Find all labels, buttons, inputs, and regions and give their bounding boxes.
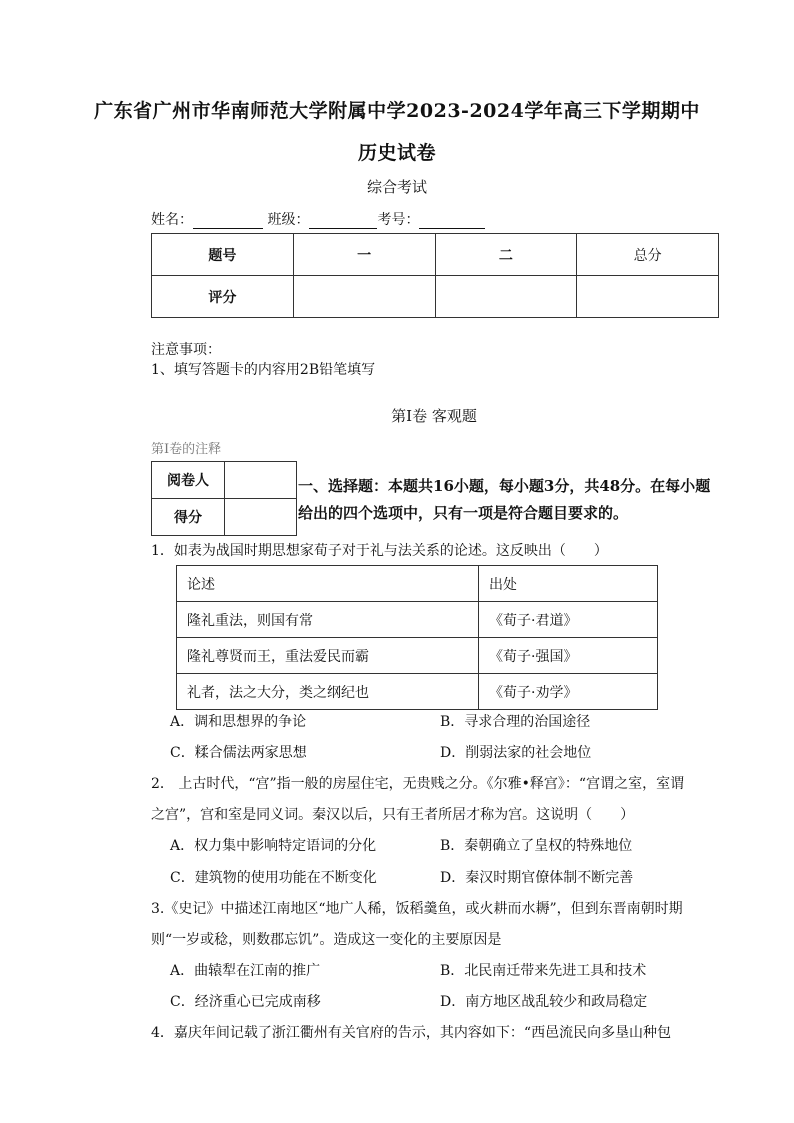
- q2-option-b[interactable]: B．秦朝确立了皇权的特殊地位: [440, 838, 633, 854]
- q1-table-header: 出处: [479, 566, 658, 602]
- grader-score-cell[interactable]: [225, 499, 297, 536]
- class-blank[interactable]: [309, 214, 377, 229]
- score-header-cell: 二: [435, 234, 577, 276]
- q1-option-b[interactable]: B．寻求合理的治国途径: [440, 714, 591, 730]
- q1-table: [176, 565, 658, 710]
- q1-table-cell: 《荀子·君道》: [479, 602, 658, 638]
- q1-option-c[interactable]: C．糅合儒法两家思想: [170, 745, 307, 761]
- id-blank[interactable]: [419, 214, 485, 229]
- exam-type: 综合考试: [366, 178, 427, 196]
- score-table: [151, 233, 719, 318]
- score-table-score-row: [152, 276, 719, 318]
- q1-option-a[interactable]: A．调和思想界的争论: [170, 714, 307, 730]
- student-info-line: [151, 209, 485, 229]
- grader-table: [151, 461, 297, 536]
- q1-table-cell: 礼者，法之大分，类之纲纪也: [177, 674, 479, 710]
- score-cell[interactable]: [435, 276, 577, 318]
- q1-table-cell: 隆礼重法，则国有常: [177, 602, 479, 638]
- class-label: 班级：: [267, 212, 310, 228]
- grader-label: 阅卷人: [152, 462, 225, 499]
- q2-stem-line1: 2． 上古时代，“宫”指一般的房屋住宅，无贵贱之分。《尔雅•释宫》：“宫谓之室，室谓: [151, 776, 685, 792]
- section-title: 第Ⅰ卷 客观题: [391, 407, 477, 425]
- notes-item: 1、填写答题卡的内容用2B铅笔填写: [151, 362, 376, 378]
- name-label: 姓名：: [151, 212, 193, 228]
- score-header-cell: 总分: [577, 234, 719, 276]
- q1-table-cell: 《荀子·劝学》: [479, 674, 658, 710]
- score-table-header-row: [152, 234, 719, 276]
- grader-score-row: [152, 499, 297, 536]
- q2-option-c[interactable]: C．建筑物的使用功能在不断变化: [170, 870, 377, 886]
- q3-option-b[interactable]: B．北民南迁带来先进工具和技术: [440, 963, 647, 979]
- q3-option-a[interactable]: A．曲辕犁在江南的推广: [170, 963, 321, 979]
- q1-table-cell: 《荀子·强国》: [479, 638, 658, 674]
- q3-option-c[interactable]: C．经济重心已完成南移: [170, 994, 321, 1010]
- q2-option-a[interactable]: A．权力集中影响特定语词的分化: [170, 838, 377, 854]
- q1-stem: 1．如表为战国时期思想家荀子对于礼与法关系的论述。这反映出（ ）: [151, 543, 608, 559]
- q2-option-d[interactable]: D．秦汉时期官僚体制不断完善: [440, 870, 634, 886]
- score-row-label: 评分: [152, 276, 294, 318]
- score-header-cell: 一: [293, 234, 435, 276]
- exam-title-line2: 历史试卷: [357, 142, 436, 164]
- score-cell[interactable]: [293, 276, 435, 318]
- id-label: 考号：: [377, 212, 420, 228]
- section-annotation: 第Ⅰ卷的注释: [151, 442, 222, 457]
- q3-stem-line1: 3.《史记》中描述江南地区“地广人稀，饭稻羹鱼，或火耕而水耨”，但到东晋南朝时期: [151, 901, 683, 917]
- score-cell[interactable]: [577, 276, 719, 318]
- q1-option-d[interactable]: D．削弱法家的社会地位: [440, 745, 592, 761]
- q1-table-header: 论述: [177, 566, 479, 602]
- q3-stem-line2: 则“一岁或稔，则数郡忘饥”。造成这一变化的主要原因是: [151, 932, 502, 948]
- q1-table-header-row: [177, 566, 658, 602]
- q1-table-row: [177, 602, 658, 638]
- notes-heading: 注意事项：: [151, 342, 221, 358]
- q2-stem-line2: 之宫”，宫和室是同义词。秦汉以后，只有王者所居才称为宫。这说明（ ）: [151, 807, 635, 823]
- grader-score-label: 得分: [152, 499, 225, 536]
- q1-table-row: [177, 638, 658, 674]
- name-blank[interactable]: [193, 214, 263, 229]
- q4-stem-line1: 4．嘉庆年间记载了浙江衢州有关官府的告示，其内容如下：“西邑流民向多垦山种包: [151, 1025, 672, 1041]
- section-intro: 一、选择题：本题共16小题，每小题3分，共48分。在每小题给出的四个选项中，只有一项是符合题目要求的。: [298, 477, 711, 522]
- grader-row: [152, 462, 297, 499]
- score-header-cell: 题号: [152, 234, 294, 276]
- q1-table-row: [177, 674, 658, 710]
- grader-cell[interactable]: [225, 462, 297, 499]
- q1-table-cell: 隆礼尊贤而王，重法爱民而霸: [177, 638, 479, 674]
- exam-title-line1: 广东省广州市华南师范大学附属中学2023-2024学年高三下学期期中: [94, 100, 700, 122]
- q3-option-d[interactable]: D．南方地区战乱较少和政局稳定: [440, 994, 648, 1010]
